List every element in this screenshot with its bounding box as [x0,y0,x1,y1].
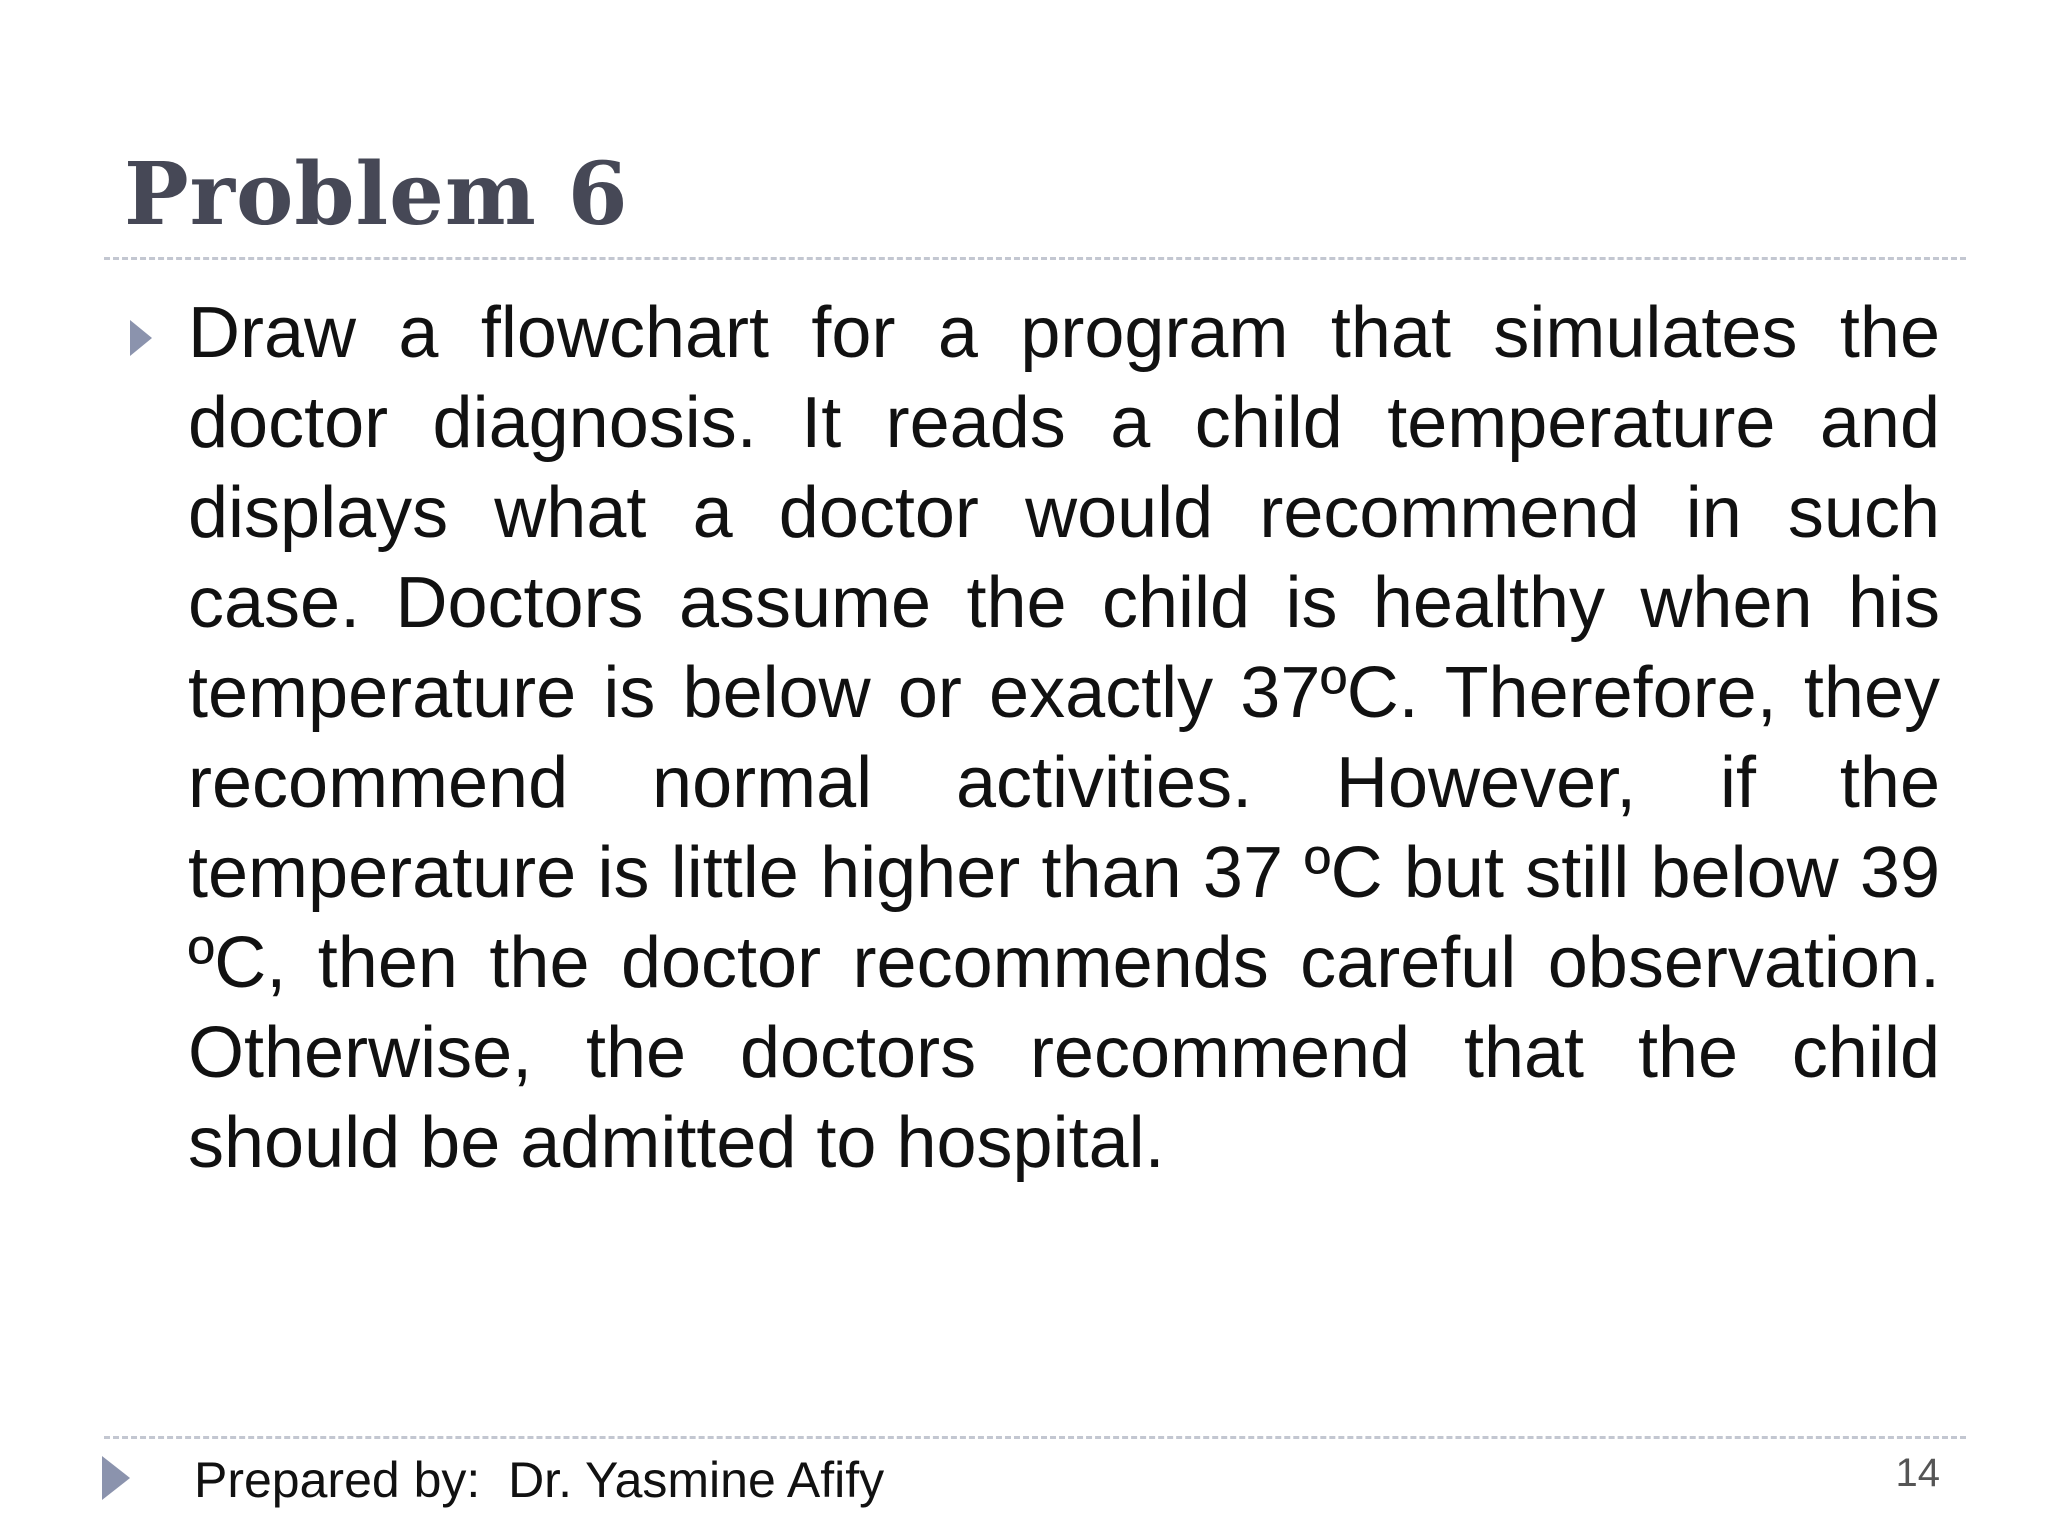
footer-triangle-icon [102,1456,130,1500]
slide-title: Problem 6 [124,144,629,245]
title-divider [104,257,1966,260]
problem-description: Draw a flowchart for a program that simulates the doctor diagnosis. It reads a child temperature and displays what a doctor would recommend in such case. Doctors assume the child is healthy when his temperature is below or exactly 37ºC. Therefore, they recommend normal activities. However, if the temperature is little higher than 37 ºC but still below 39 ºC, then the doctor recommends careful observation. Otherwise, the doctors recommend that the child should be admitted to hospital. [188,293,1940,1183]
bullet-triangle-icon [130,320,152,356]
page-number: 14 [1895,1451,1940,1495]
footer-divider [104,1436,1966,1439]
footer-author: Prepared by: Dr. Yasmine Afify [194,1452,885,1508]
